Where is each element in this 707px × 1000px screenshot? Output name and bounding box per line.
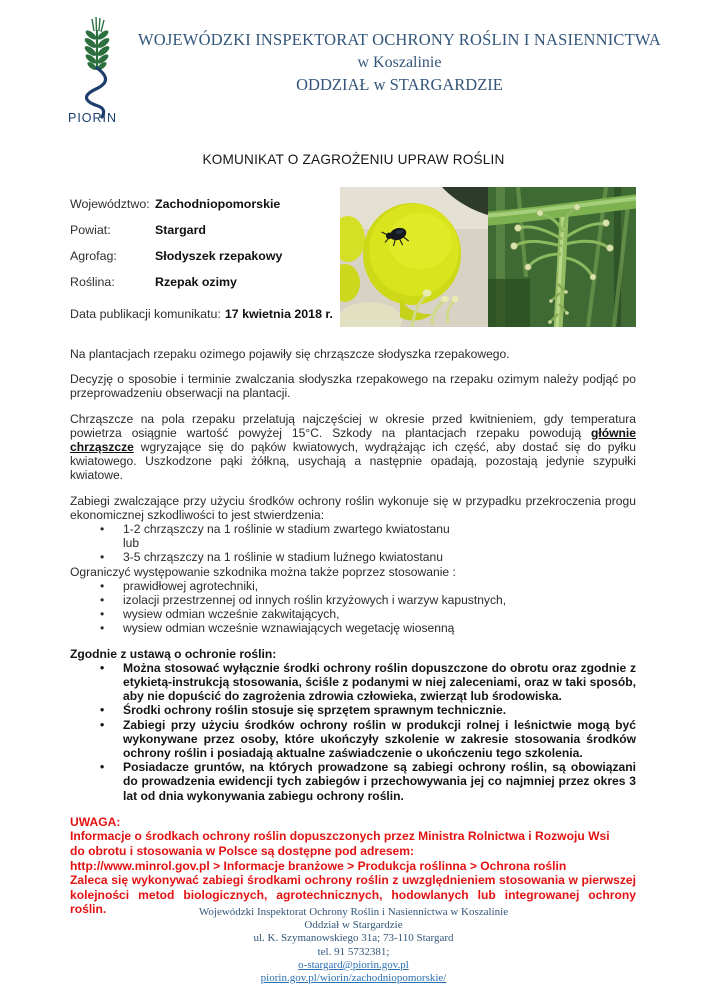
- law-list: [70, 661, 636, 803]
- organization-name: [128, 16, 671, 95]
- document-footer: [0, 906, 707, 985]
- pollen-beetle-photo: [340, 187, 488, 327]
- org-line-3: ODDZIAŁ w STARGARDZIE: [296, 75, 503, 94]
- list-item-text: Środki ochrony roślin stosuje się sprzętem sprawnym technicznie.: [123, 703, 507, 718]
- website-link[interactable]: piorin.gov.pl/wiorin/zachodniopomorskie/: [260, 972, 447, 985]
- list-item-text: 1-2 chrząszczy na 1 roślinie w stadium zwartego kwiatostanu: [123, 522, 450, 537]
- paragraph-3-highlight: głównie chrząszcze: [70, 425, 636, 455]
- document-body: [70, 347, 636, 917]
- paragraph-4: Zabiegi zwalczające przy użyciu środków ochrony roślin wykonuje się w przypadku przekroczenia progu ekonomicznej szkodliwości to jest stwierdzenia:: [70, 493, 636, 522]
- damaged-stalks-photo: [488, 187, 636, 327]
- field-value: Rzepak ozimy: [155, 275, 237, 289]
- footer-branch: Oddział w Stargardzie: [304, 919, 403, 932]
- paragraph-3-post: wgryzające się do pąków kwiatowych, wydrążając ich część, aby dostać się do pyłku kwiatowego. Uszkodzone pąki żółkną, usychają a następnie opadają, pozostają jedynie szypułki kwiatowe.: [70, 440, 636, 483]
- date-value: 17 kwietnia 2018 r.: [224, 307, 333, 321]
- paragraph-3: [70, 412, 636, 483]
- list-item: [70, 621, 636, 635]
- list-item: [70, 593, 636, 607]
- notice-path-line: http://www.minrol.gov.pl > Informacje branżowe > Produkcja roślinna > Ochrona roślin: [70, 858, 567, 873]
- law-section: [70, 647, 636, 803]
- paragraph-5: Ograniczyć występowanie szkodnika można także poprzez stosowanie :: [70, 564, 456, 579]
- field-value: Zachodniopomorskie: [155, 197, 281, 211]
- list-item: [70, 661, 636, 704]
- list-item: [70, 522, 636, 550]
- paragraph-3-pre: Chrząszcze na pola rzepaku przelatują najczęściej w okresie przed kwitnieniem, gdy temperatura powietrza osiągnie wartość powyżej 15°C. Szkody na plantacjach rzepaku powodują: [70, 411, 636, 440]
- paragraph-1: Na plantacjach rzepaku ozimego pojawiły się chrząszcze słodyszka rzepakowego.: [70, 347, 510, 361]
- notice-line-4: Zaleca się wykonywać zabiegi środkami ochrony roślin z uwzględnieniem stosowania w pierwszej kolejności metod biologicznych, agrotechnicznych, hodowlanych lub integrowanej ochrony roślin.: [70, 873, 636, 917]
- field-value: Słodyszek rzepakowy: [155, 249, 283, 263]
- org-line-2: w Koszalinie: [357, 54, 442, 71]
- letterhead: [0, 0, 707, 125]
- document-title: KOMUNIKAT O ZAGROŻENIU UPRAW ROŚLIN: [202, 152, 505, 167]
- list-item-text: wysiew odmian wcześnie wznawiających wegetację wiosenną: [123, 621, 455, 636]
- notice-heading: UWAGA:: [70, 814, 121, 829]
- list-item-text: Można stosować wyłącznie środki ochrony roślin dopuszczone do obrotu oraz zgodnie z etykietą-instrukcją stosowania, ściśle z podanymi w niej zaleceniami, oraz w taki sposób, aby nie dopuścić do zagrożenia zdrowia człowieka, zwierząt lub środowiska.: [123, 660, 636, 704]
- footer-address: ul. K. Szymanowskiego 31a; 73-110 Stargard: [253, 932, 454, 945]
- pest-photos: [340, 187, 636, 327]
- date-label: Data publikacji komunikatu:: [70, 307, 221, 321]
- wheat-ear-snake-icon: [68, 16, 126, 120]
- notice-line-2: do obrotu i stosowania w Polsce są dostępne pod adresem:: [70, 844, 415, 859]
- notice-line-1: Informacje o środkach ochrony roślin dopuszczonych przez Ministra Rolnictwa i Rozwoju Wsi: [70, 829, 610, 844]
- law-heading: Zgodnie z ustawą o ochronie roślin:: [70, 646, 277, 661]
- field-label: Roślina:: [70, 275, 115, 289]
- list-item-text: Posiadacze gruntów, na których prowadzone są zabiegi ochrony roślin, są obowiązani do prowadzenia ewidencji tych zabiegów i przechowywania jej co najmniej przez okres 3 lat od dnia wykonywania zabiegu ochrony roślin.: [123, 760, 636, 803]
- field-label: Województwo:: [70, 197, 150, 211]
- email-link[interactable]: o-stargard@piorin.gov.pl: [298, 958, 409, 971]
- list-item: [70, 550, 636, 564]
- list-item: [70, 703, 636, 717]
- piorin-logo: [68, 16, 128, 125]
- paragraph-2: Decyzję o sposobie i terminie zwalczania słodyszka rzepakowego na rzepaku ozimym należy podjąć po przeprowadzeniu obserwacji na plantacji.: [70, 372, 636, 401]
- meta-section: [70, 197, 636, 335]
- prevention-list: [70, 579, 636, 636]
- list-item-text: wysiew odmian wcześnie zakwitających,: [123, 607, 340, 622]
- list-item-or: lub: [123, 536, 140, 551]
- list-item: [70, 718, 636, 761]
- list-item: [70, 760, 636, 803]
- footer-org: Wojewódzki Inspektorat Ochrony Roślin i Nasiennictwa w Koszalinie: [198, 906, 509, 918]
- org-line-1: WOJEWÓDZKI INSPEKTORAT OCHRONY ROŚLIN I NASIENNICTWA: [138, 30, 661, 49]
- field-label: Powiat:: [70, 223, 111, 237]
- list-item: [70, 579, 636, 593]
- notice-section: [70, 815, 636, 917]
- footer-phone: tel. 91 5732381;: [317, 945, 390, 958]
- field-value: Stargard: [155, 223, 206, 237]
- list-item-text: izolacji przestrzennej od innych roślin krzyżowych i warzyw kapustnych,: [123, 593, 507, 608]
- list-item-text: Zabiegi przy użyciu środków ochrony roślin w produkcji rolnej i leśnictwie mogą być wykonywane przez osoby, które ukończyły szkolenie w zakresie stosowania środków ochrony roślin i posiadają aktualne zaświadczenie o ukończeniu tego szkolenia.: [123, 717, 636, 761]
- field-label: Agrofag:: [70, 249, 117, 263]
- list-item-text: prawidłowej agrotechniki,: [123, 578, 259, 593]
- logo-text: PIORIN: [68, 111, 118, 125]
- list-item: [70, 607, 636, 621]
- threshold-list: [70, 522, 636, 565]
- list-item-text: 3-5 chrząszczy na 1 roślinie w stadium luźnego kwiatostanu: [123, 550, 443, 565]
